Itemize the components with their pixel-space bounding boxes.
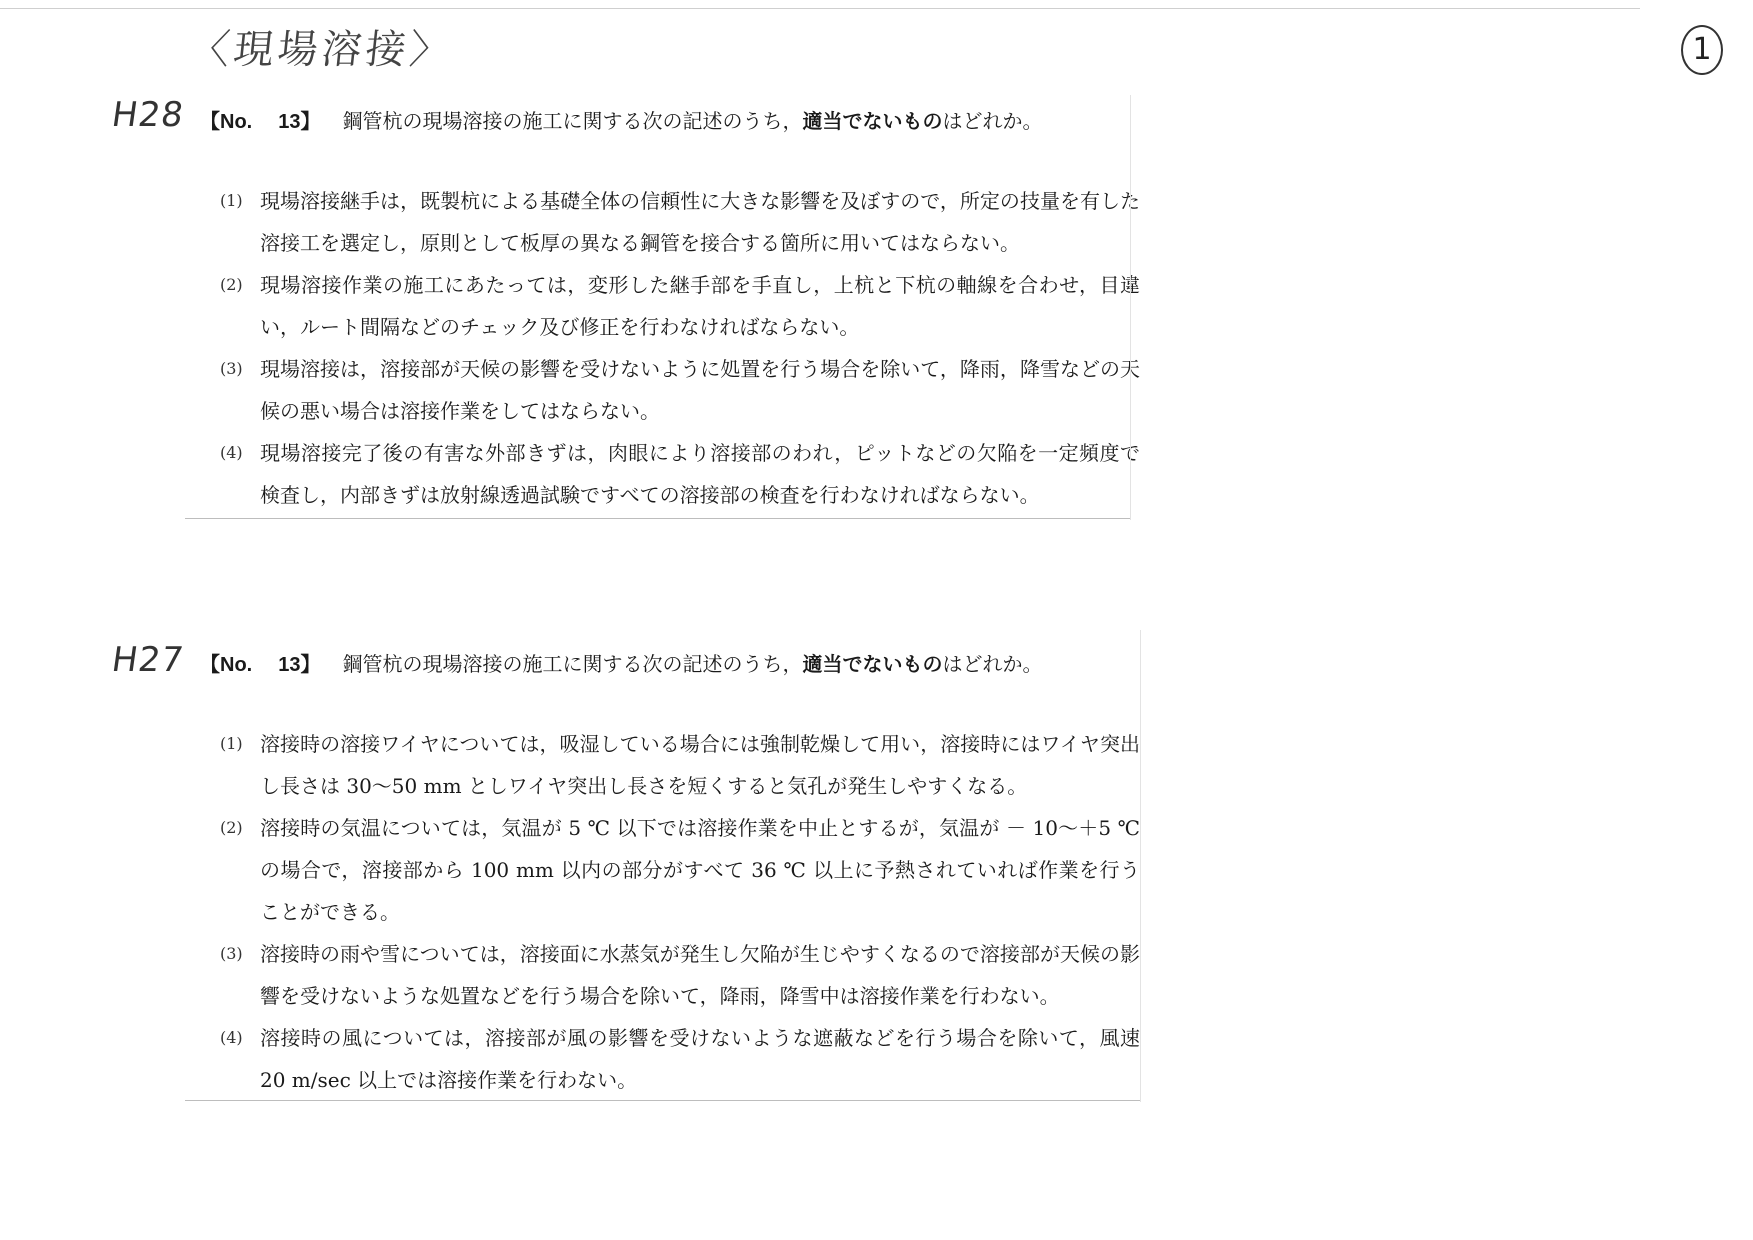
- option-text: 現場溶接継手は，既製杭による基礎全体の信頼性に大きな影響を及ぼすので，所定の技量を有した溶接工を選定し，原則として板厚の異なる鋼管を接合する箇所に用いてはならない。: [260, 189, 1140, 255]
- option-number: (3): [220, 359, 243, 378]
- option-item: [200, 1017, 1140, 1101]
- option-item: [200, 933, 1140, 1017]
- question-number: 【No. 13】: [200, 654, 321, 676]
- option-number: (1): [220, 191, 243, 210]
- page-top-rule: [0, 8, 1640, 9]
- option-item: [200, 807, 1140, 933]
- option-number: (1): [220, 734, 243, 753]
- question-stem: 鋼管杭の現場溶接の施工に関する次の記述のうち，: [342, 652, 803, 676]
- question-stem-end: はどれか。: [942, 109, 1043, 133]
- option-item: [200, 264, 1140, 348]
- option-number: (3): [220, 944, 243, 963]
- option-number: (2): [220, 275, 243, 294]
- question-title: [200, 105, 1042, 134]
- option-text: 現場溶接は，溶接部が天候の影響を受けないように処置を行う場合を除いて，降雨，降雪などの天候の悪い場合は溶接作業をしてはならない。: [260, 357, 1140, 423]
- question-stem: 鋼管杭の現場溶接の施工に関する次の記述のうち，: [342, 109, 803, 133]
- question-title: [200, 648, 1042, 677]
- option-text: 現場溶接完了後の有害な外部きずは，肉眼により溶接部のわれ，ピットなどの欠陥を一定頻度で検査し，内部きずは放射線透過試験ですべての溶接部の検査を行わなければならない。: [260, 441, 1140, 507]
- option-text: 溶接時の気温については，気温が 5 ℃ 以下では溶接作業を中止とするが，気温が － 10～＋5 ℃ の場合で，溶接部から 100 mm 以内の部分がすべて 36 ℃ 以上に予熱されていれば作業を行うことができる。: [260, 816, 1140, 924]
- option-item: [200, 180, 1140, 264]
- option-number: (4): [220, 1028, 243, 1047]
- option-text: 溶接時の溶接ワイヤについては，吸湿している場合には強制乾燥して用い，溶接時にはワイヤ突出し長さは 30～50 mm としワイヤ突出し長さを短くすると気孔が発生しやすくなる。: [260, 732, 1140, 798]
- clipping-edge-bottom: [185, 518, 1130, 519]
- option-item: [200, 432, 1140, 516]
- question-number: 【No. 13】: [200, 111, 321, 133]
- clipping-edge-bottom: [185, 1100, 1140, 1101]
- question-stem-end: はどれか。: [942, 652, 1043, 676]
- handwritten-page-number: 1: [1681, 25, 1723, 75]
- option-item: [200, 348, 1140, 432]
- option-number: (2): [220, 818, 243, 837]
- option-text: 溶接時の風については，溶接部が風の影響を受けないような遮蔽などを行う場合を除いて，風速 20 m/sec 以上では溶接作業を行わない。: [260, 1026, 1140, 1092]
- handwritten-heading: 〈現場溶接〉: [187, 27, 457, 73]
- option-list: [200, 723, 1140, 1101]
- clipping-edge-right: [1130, 95, 1131, 520]
- handwritten-year-h27: H27: [109, 640, 187, 680]
- handwritten-year-h28: H28: [109, 95, 187, 135]
- clipping-edge-right: [1140, 630, 1141, 1102]
- question-emphasis: 適当でないもの: [802, 109, 943, 133]
- option-item: [200, 723, 1140, 807]
- option-number: (4): [220, 443, 243, 462]
- option-text: 現場溶接作業の施工にあたっては，変形した継手部を手直し，上杭と下杭の軸線を合わせ，目違い，ルート間隔などのチェック及び修正を行わなければならない。: [260, 273, 1140, 339]
- question-emphasis: 適当でないもの: [802, 652, 943, 676]
- option-text: 溶接時の雨や雪については，溶接面に水蒸気が発生し欠陥が生じやすくなるので溶接部が天候の影響を受けないような処置などを行う場合を除いて，降雨，降雪中は溶接作業を行わない。: [260, 942, 1140, 1008]
- option-list: [200, 180, 1140, 516]
